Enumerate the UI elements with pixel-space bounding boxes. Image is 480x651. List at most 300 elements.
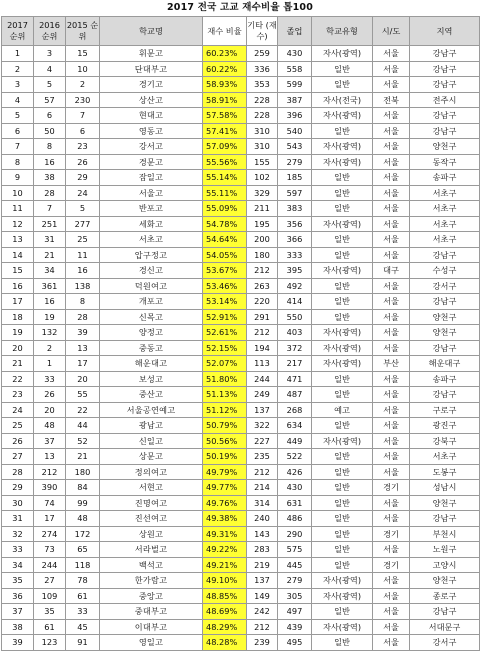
sido-cell: 서울 bbox=[373, 123, 410, 139]
rank-2017-cell: 34 bbox=[2, 557, 34, 573]
etc-cell: 244 bbox=[247, 371, 278, 387]
etc-cell: 242 bbox=[247, 604, 278, 620]
rank-2015-cell: 28 bbox=[66, 309, 100, 325]
region-cell: 서초구 bbox=[410, 232, 480, 248]
school-type-cell: 일반 bbox=[312, 201, 373, 217]
etc-cell: 137 bbox=[247, 402, 278, 418]
etc-cell: 212 bbox=[247, 325, 278, 341]
region-cell: 구로구 bbox=[410, 402, 480, 418]
table-row bbox=[2, 557, 480, 573]
school-name-cell: 경기고 bbox=[100, 77, 203, 93]
school-type-cell: 일반 bbox=[312, 635, 373, 651]
school-type-cell: 일반 bbox=[312, 247, 373, 263]
region-cell: 강남구 bbox=[410, 123, 480, 139]
graduates-cell: 395 bbox=[278, 263, 312, 279]
rank-2016-cell: 132 bbox=[34, 325, 66, 341]
sido-cell: 서울 bbox=[373, 201, 410, 217]
rank-2016-cell: 73 bbox=[34, 542, 66, 558]
region-cell: 노원구 bbox=[410, 542, 480, 558]
table-row bbox=[2, 278, 480, 294]
ratio-cell: 49.77% bbox=[203, 480, 247, 496]
sido-cell: 서울 bbox=[373, 340, 410, 356]
rank-2016-cell: 50 bbox=[34, 123, 66, 139]
rank-2017-cell: 5 bbox=[2, 108, 34, 124]
rank-2017-cell: 29 bbox=[2, 480, 34, 496]
sido-cell: 서울 bbox=[373, 108, 410, 124]
ratio-cell: 49.76% bbox=[203, 495, 247, 511]
school-name-cell: 신목고 bbox=[100, 309, 203, 325]
etc-cell: 310 bbox=[247, 139, 278, 155]
header-sido: 시/도 bbox=[373, 17, 410, 46]
rank-2015-cell: 48 bbox=[66, 511, 100, 527]
etc-cell: 235 bbox=[247, 449, 278, 465]
ratio-cell: 53.46% bbox=[203, 278, 247, 294]
school-type-cell: 일반 bbox=[312, 449, 373, 465]
ratio-cell: 49.21% bbox=[203, 557, 247, 573]
ratio-cell: 50.19% bbox=[203, 449, 247, 465]
rank-2016-cell: 21 bbox=[34, 247, 66, 263]
graduates-cell: 387 bbox=[278, 92, 312, 108]
region-cell: 송파구 bbox=[410, 170, 480, 186]
table-row bbox=[2, 77, 480, 93]
etc-cell: 228 bbox=[247, 92, 278, 108]
rank-2017-cell: 13 bbox=[2, 232, 34, 248]
etc-cell: 155 bbox=[247, 154, 278, 170]
region-cell: 강남구 bbox=[410, 61, 480, 77]
region-cell: 양천구 bbox=[410, 573, 480, 589]
header-ratio: 재수 비율 bbox=[203, 17, 247, 46]
table-row bbox=[2, 356, 480, 372]
region-cell: 고양시 bbox=[410, 557, 480, 573]
graduates-cell: 471 bbox=[278, 371, 312, 387]
school-name-cell: 중대부고 bbox=[100, 604, 203, 620]
rank-2016-cell: 37 bbox=[34, 433, 66, 449]
school-type-cell: 일반 bbox=[312, 387, 373, 403]
table-row bbox=[2, 635, 480, 651]
rank-2017-cell: 31 bbox=[2, 511, 34, 527]
header-grads: 졸업 bbox=[278, 17, 312, 46]
rank-2015-cell: 55 bbox=[66, 387, 100, 403]
table-row bbox=[2, 46, 480, 62]
rank-2015-cell: 2 bbox=[66, 77, 100, 93]
rank-2016-cell: 4 bbox=[34, 61, 66, 77]
graduates-cell: 495 bbox=[278, 635, 312, 651]
table-row bbox=[2, 201, 480, 217]
ratio-cell: 48.69% bbox=[203, 604, 247, 620]
sido-cell: 서울 bbox=[373, 604, 410, 620]
table-row bbox=[2, 294, 480, 310]
rank-2017-cell: 15 bbox=[2, 263, 34, 279]
graduates-cell: 497 bbox=[278, 604, 312, 620]
rank-2015-cell: 7 bbox=[66, 108, 100, 124]
region-cell: 강서구 bbox=[410, 278, 480, 294]
region-cell: 수성구 bbox=[410, 263, 480, 279]
rank-2017-cell: 12 bbox=[2, 216, 34, 232]
ratio-cell: 52.15% bbox=[203, 340, 247, 356]
region-cell: 강북구 bbox=[410, 433, 480, 449]
rank-2015-cell: 10 bbox=[66, 61, 100, 77]
graduates-cell: 430 bbox=[278, 480, 312, 496]
table-row bbox=[2, 185, 480, 201]
school-type-cell: 일반 bbox=[312, 480, 373, 496]
graduates-cell: 290 bbox=[278, 526, 312, 542]
table-row bbox=[2, 340, 480, 356]
school-type-cell: 일반 bbox=[312, 511, 373, 527]
school-type-cell: 자사(광역) bbox=[312, 340, 373, 356]
region-cell: 강남구 bbox=[410, 387, 480, 403]
rank-2015-cell: 15 bbox=[66, 46, 100, 62]
school-name-cell: 개포고 bbox=[100, 294, 203, 310]
table-row bbox=[2, 61, 480, 77]
school-type-cell: 일반 bbox=[312, 542, 373, 558]
etc-cell: 219 bbox=[247, 557, 278, 573]
graduates-cell: 366 bbox=[278, 232, 312, 248]
table-row bbox=[2, 309, 480, 325]
rank-2015-cell: 6 bbox=[66, 123, 100, 139]
rank-2016-cell: 27 bbox=[34, 573, 66, 589]
ratio-cell: 55.09% bbox=[203, 201, 247, 217]
etc-cell: 143 bbox=[247, 526, 278, 542]
rank-2015-cell: 11 bbox=[66, 247, 100, 263]
table-row bbox=[2, 511, 480, 527]
region-cell: 양천구 bbox=[410, 139, 480, 155]
graduates-cell: 430 bbox=[278, 46, 312, 62]
graduates-cell: 439 bbox=[278, 619, 312, 635]
region-cell: 서초구 bbox=[410, 185, 480, 201]
graduates-cell: 558 bbox=[278, 61, 312, 77]
region-cell: 서초구 bbox=[410, 449, 480, 465]
ratio-cell: 57.58% bbox=[203, 108, 247, 124]
sido-cell: 서울 bbox=[373, 154, 410, 170]
etc-cell: 314 bbox=[247, 495, 278, 511]
rank-2015-cell: 65 bbox=[66, 542, 100, 558]
ratio-cell: 52.07% bbox=[203, 356, 247, 372]
school-name-cell: 백석고 bbox=[100, 557, 203, 573]
rank-2015-cell: 22 bbox=[66, 402, 100, 418]
etc-cell: 329 bbox=[247, 185, 278, 201]
rank-2016-cell: 19 bbox=[34, 309, 66, 325]
ratio-cell: 50.56% bbox=[203, 433, 247, 449]
region-cell: 성남시 bbox=[410, 480, 480, 496]
etc-cell: 259 bbox=[247, 46, 278, 62]
rank-2015-cell: 61 bbox=[66, 588, 100, 604]
etc-cell: 211 bbox=[247, 201, 278, 217]
etc-cell: 291 bbox=[247, 309, 278, 325]
graduates-cell: 492 bbox=[278, 278, 312, 294]
rank-2015-cell: 20 bbox=[66, 371, 100, 387]
etc-cell: 214 bbox=[247, 480, 278, 496]
graduates-cell: 445 bbox=[278, 557, 312, 573]
school-type-cell: 일반 bbox=[312, 604, 373, 620]
school-type-cell: 자사(광역) bbox=[312, 573, 373, 589]
sido-cell: 서울 bbox=[373, 619, 410, 635]
table-row bbox=[2, 619, 480, 635]
school-type-cell: 일반 bbox=[312, 309, 373, 325]
rank-2016-cell: 274 bbox=[34, 526, 66, 542]
region-cell: 강남구 bbox=[410, 604, 480, 620]
rank-2015-cell: 23 bbox=[66, 139, 100, 155]
ratio-cell: 48.85% bbox=[203, 588, 247, 604]
rank-2016-cell: 212 bbox=[34, 464, 66, 480]
region-cell: 강남구 bbox=[410, 108, 480, 124]
school-name-cell: 상문고 bbox=[100, 449, 203, 465]
school-name-cell: 휘문고 bbox=[100, 46, 203, 62]
rank-2017-cell: 18 bbox=[2, 309, 34, 325]
rank-2017-cell: 3 bbox=[2, 77, 34, 93]
rank-2016-cell: 2 bbox=[34, 340, 66, 356]
table-row bbox=[2, 495, 480, 511]
rank-2017-cell: 1 bbox=[2, 46, 34, 62]
rank-2016-cell: 13 bbox=[34, 449, 66, 465]
rank-2017-cell: 8 bbox=[2, 154, 34, 170]
etc-cell: 322 bbox=[247, 418, 278, 434]
school-type-cell: 일반 bbox=[312, 123, 373, 139]
sido-cell: 서울 bbox=[373, 247, 410, 263]
sido-cell: 서울 bbox=[373, 433, 410, 449]
ratio-cell: 49.22% bbox=[203, 542, 247, 558]
sido-cell: 서울 bbox=[373, 278, 410, 294]
rank-2015-cell: 13 bbox=[66, 340, 100, 356]
table-row bbox=[2, 387, 480, 403]
region-cell: 송파구 bbox=[410, 371, 480, 387]
rank-2016-cell: 33 bbox=[34, 371, 66, 387]
sido-cell: 서울 bbox=[373, 232, 410, 248]
school-type-cell: 자사(전국) bbox=[312, 92, 373, 108]
school-name-cell: 중앙고 bbox=[100, 588, 203, 604]
rank-2015-cell: 172 bbox=[66, 526, 100, 542]
school-type-cell: 자사(광역) bbox=[312, 619, 373, 635]
rank-2017-cell: 24 bbox=[2, 402, 34, 418]
page-title: 2017 전국 고교 재수비율 톱100 bbox=[166, 2, 314, 13]
school-name-cell: 반포고 bbox=[100, 201, 203, 217]
rank-2017-cell: 28 bbox=[2, 464, 34, 480]
ratio-cell: 49.10% bbox=[203, 573, 247, 589]
graduates-cell: 279 bbox=[278, 573, 312, 589]
school-type-cell: 자사(광역) bbox=[312, 216, 373, 232]
region-cell: 강서구 bbox=[410, 635, 480, 651]
etc-cell: 212 bbox=[247, 619, 278, 635]
etc-cell: 113 bbox=[247, 356, 278, 372]
school-name-cell: 서울공연예고 bbox=[100, 402, 203, 418]
graduates-cell: 599 bbox=[278, 77, 312, 93]
rank-2017-cell: 33 bbox=[2, 542, 34, 558]
table-row bbox=[2, 92, 480, 108]
school-name-cell: 서현고 bbox=[100, 480, 203, 496]
school-name-cell: 상산고 bbox=[100, 92, 203, 108]
region-cell: 강남구 bbox=[410, 77, 480, 93]
rank-2015-cell: 118 bbox=[66, 557, 100, 573]
graduates-cell: 634 bbox=[278, 418, 312, 434]
table-row bbox=[2, 464, 480, 480]
rank-2016-cell: 361 bbox=[34, 278, 66, 294]
header-type: 학교유형 bbox=[312, 17, 373, 46]
school-type-cell: 자사(광역) bbox=[312, 46, 373, 62]
rank-2017-cell: 9 bbox=[2, 170, 34, 186]
table-row bbox=[2, 588, 480, 604]
graduates-cell: 449 bbox=[278, 433, 312, 449]
graduates-cell: 631 bbox=[278, 495, 312, 511]
rank-2016-cell: 251 bbox=[34, 216, 66, 232]
rank-2017-cell: 14 bbox=[2, 247, 34, 263]
region-cell: 부천시 bbox=[410, 526, 480, 542]
graduates-cell: 486 bbox=[278, 511, 312, 527]
ratio-cell: 50.79% bbox=[203, 418, 247, 434]
rank-2016-cell: 20 bbox=[34, 402, 66, 418]
sido-cell: 서울 bbox=[373, 387, 410, 403]
graduates-cell: 522 bbox=[278, 449, 312, 465]
rank-2015-cell: 45 bbox=[66, 619, 100, 635]
region-cell: 해운대구 bbox=[410, 356, 480, 372]
rank-2016-cell: 35 bbox=[34, 604, 66, 620]
header-etc: 기타 (재수) bbox=[247, 17, 278, 46]
sido-cell: 경기 bbox=[373, 526, 410, 542]
rank-2017-cell: 20 bbox=[2, 340, 34, 356]
rank-2016-cell: 1 bbox=[34, 356, 66, 372]
rank-2017-cell: 11 bbox=[2, 201, 34, 217]
school-name-cell: 강서고 bbox=[100, 139, 203, 155]
header-rank-2015: 2015 순위 bbox=[66, 17, 100, 46]
rank-2015-cell: 17 bbox=[66, 356, 100, 372]
header-row bbox=[2, 17, 480, 46]
etc-cell: 239 bbox=[247, 635, 278, 651]
etc-cell: 310 bbox=[247, 123, 278, 139]
sido-cell: 서울 bbox=[373, 464, 410, 480]
rank-2016-cell: 244 bbox=[34, 557, 66, 573]
school-name-cell: 한가람고 bbox=[100, 573, 203, 589]
graduates-cell: 279 bbox=[278, 154, 312, 170]
ratio-cell: 57.41% bbox=[203, 123, 247, 139]
graduates-cell: 543 bbox=[278, 139, 312, 155]
sido-cell: 서울 bbox=[373, 294, 410, 310]
rank-2015-cell: 52 bbox=[66, 433, 100, 449]
rank-2017-cell: 4 bbox=[2, 92, 34, 108]
rank-2017-cell: 30 bbox=[2, 495, 34, 511]
ratio-cell: 54.78% bbox=[203, 216, 247, 232]
rank-2016-cell: 6 bbox=[34, 108, 66, 124]
rank-2016-cell: 123 bbox=[34, 635, 66, 651]
graduates-cell: 597 bbox=[278, 185, 312, 201]
school-type-cell: 일반 bbox=[312, 526, 373, 542]
region-cell: 서초구 bbox=[410, 216, 480, 232]
rank-2015-cell: 8 bbox=[66, 294, 100, 310]
table-row bbox=[2, 433, 480, 449]
graduates-cell: 414 bbox=[278, 294, 312, 310]
rank-2017-cell: 23 bbox=[2, 387, 34, 403]
table-body bbox=[2, 46, 480, 651]
sido-cell: 서울 bbox=[373, 495, 410, 511]
ratio-cell: 53.14% bbox=[203, 294, 247, 310]
rank-2016-cell: 34 bbox=[34, 263, 66, 279]
rank-2015-cell: 29 bbox=[66, 170, 100, 186]
ratio-cell: 55.14% bbox=[203, 170, 247, 186]
rank-2015-cell: 21 bbox=[66, 449, 100, 465]
sido-cell: 전북 bbox=[373, 92, 410, 108]
rank-2017-cell: 25 bbox=[2, 418, 34, 434]
etc-cell: 194 bbox=[247, 340, 278, 356]
sido-cell: 서울 bbox=[373, 371, 410, 387]
table-row bbox=[2, 247, 480, 263]
graduates-cell: 575 bbox=[278, 542, 312, 558]
school-type-cell: 자사(광역) bbox=[312, 154, 373, 170]
etc-cell: 263 bbox=[247, 278, 278, 294]
school-name-cell: 진명여고 bbox=[100, 495, 203, 511]
school-name-cell: 중산고 bbox=[100, 387, 203, 403]
school-type-cell: 자사(광역) bbox=[312, 108, 373, 124]
school-type-cell: 일반 bbox=[312, 464, 373, 480]
rank-2015-cell: 5 bbox=[66, 201, 100, 217]
region-cell: 강남구 bbox=[410, 340, 480, 356]
etc-cell: 336 bbox=[247, 61, 278, 77]
table-row bbox=[2, 325, 480, 341]
school-name-cell: 양정고 bbox=[100, 325, 203, 341]
etc-cell: 227 bbox=[247, 433, 278, 449]
region-cell: 전주시 bbox=[410, 92, 480, 108]
graduates-cell: 185 bbox=[278, 170, 312, 186]
rank-2016-cell: 109 bbox=[34, 588, 66, 604]
school-name-cell: 정의여고 bbox=[100, 464, 203, 480]
school-name-cell: 진선여고 bbox=[100, 511, 203, 527]
region-cell: 서대문구 bbox=[410, 619, 480, 635]
ratio-cell: 49.31% bbox=[203, 526, 247, 542]
school-type-cell: 자사(광역) bbox=[312, 325, 373, 341]
graduates-cell: 426 bbox=[278, 464, 312, 480]
ratio-cell: 60.23% bbox=[203, 46, 247, 62]
ratio-cell: 49.38% bbox=[203, 511, 247, 527]
table-row bbox=[2, 480, 480, 496]
rank-2015-cell: 44 bbox=[66, 418, 100, 434]
rank-2017-cell: 36 bbox=[2, 588, 34, 604]
rank-2017-cell: 6 bbox=[2, 123, 34, 139]
ratio-cell: 51.80% bbox=[203, 371, 247, 387]
graduates-cell: 356 bbox=[278, 216, 312, 232]
sido-cell: 대구 bbox=[373, 263, 410, 279]
graduates-cell: 268 bbox=[278, 402, 312, 418]
school-name-cell: 신일고 bbox=[100, 433, 203, 449]
rank-2015-cell: 138 bbox=[66, 278, 100, 294]
table-row bbox=[2, 154, 480, 170]
table-row bbox=[2, 418, 480, 434]
school-type-cell: 자사(광역) bbox=[312, 588, 373, 604]
ratio-cell: 60.22% bbox=[203, 61, 247, 77]
table-row bbox=[2, 573, 480, 589]
rank-2017-cell: 16 bbox=[2, 278, 34, 294]
graduates-cell: 333 bbox=[278, 247, 312, 263]
sido-cell: 서울 bbox=[373, 418, 410, 434]
rank-2016-cell: 74 bbox=[34, 495, 66, 511]
school-type-cell: 일반 bbox=[312, 418, 373, 434]
etc-cell: 102 bbox=[247, 170, 278, 186]
sido-cell: 경기 bbox=[373, 557, 410, 573]
region-cell: 도봉구 bbox=[410, 464, 480, 480]
region-cell: 강남구 bbox=[410, 247, 480, 263]
rank-2015-cell: 26 bbox=[66, 154, 100, 170]
table-row bbox=[2, 170, 480, 186]
region-cell: 강남구 bbox=[410, 511, 480, 527]
rank-2015-cell: 230 bbox=[66, 92, 100, 108]
table-row bbox=[2, 139, 480, 155]
etc-cell: 200 bbox=[247, 232, 278, 248]
ratio-cell: 49.79% bbox=[203, 464, 247, 480]
rank-2016-cell: 48 bbox=[34, 418, 66, 434]
etc-cell: 180 bbox=[247, 247, 278, 263]
school-type-cell: 일반 bbox=[312, 61, 373, 77]
region-cell: 서초구 bbox=[410, 201, 480, 217]
table-header bbox=[2, 17, 480, 46]
rank-2017-cell: 37 bbox=[2, 604, 34, 620]
ratio-cell: 57.09% bbox=[203, 139, 247, 155]
rank-2016-cell: 7 bbox=[34, 201, 66, 217]
etc-cell: 195 bbox=[247, 216, 278, 232]
